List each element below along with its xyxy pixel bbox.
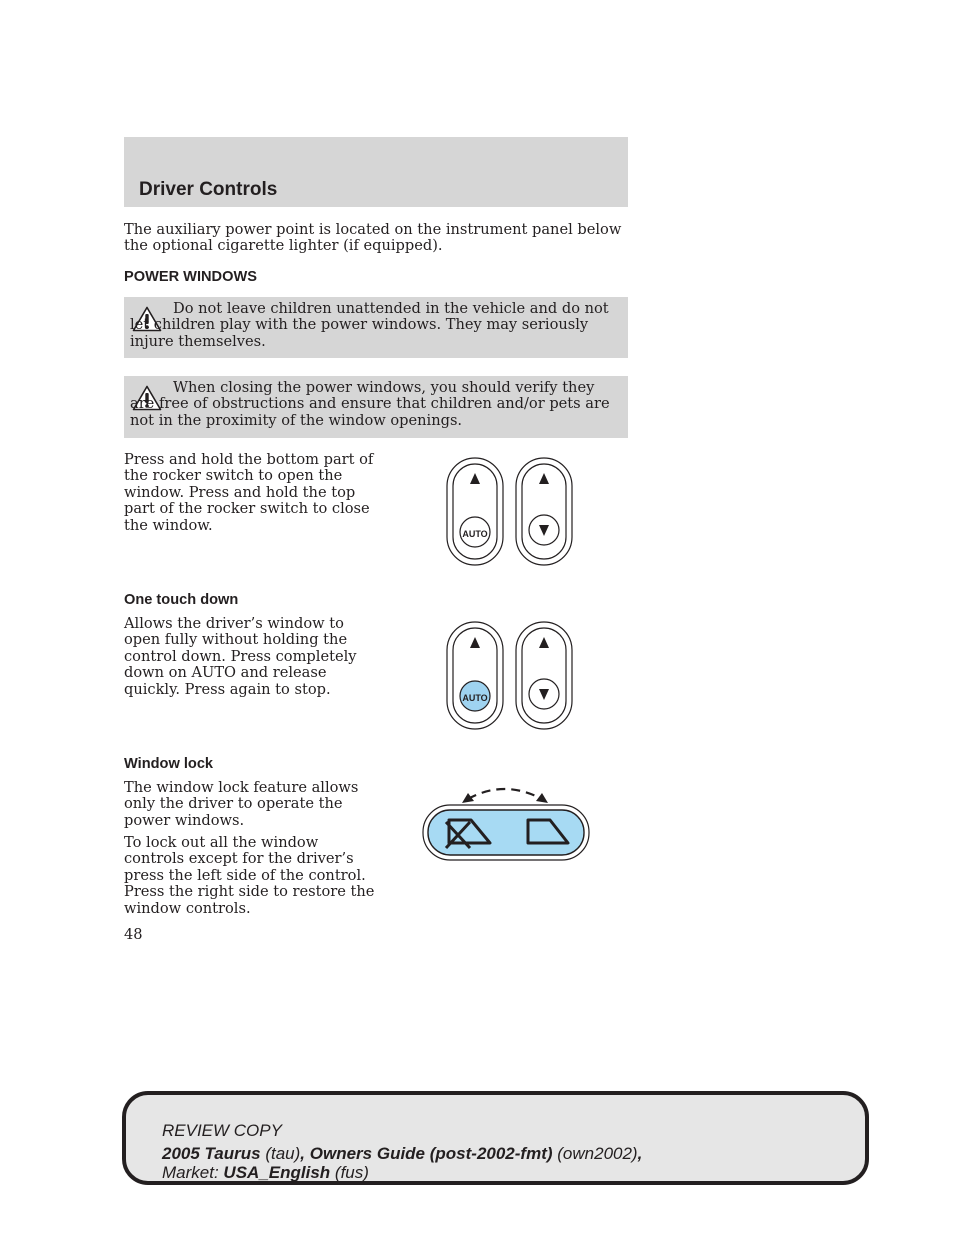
power-windows-heading: POWER WINDOWS xyxy=(124,269,257,285)
section-title: Driver Controls xyxy=(139,179,278,200)
footer-sep: , xyxy=(300,1144,306,1163)
footer-market: USA_English xyxy=(223,1163,331,1182)
page-number: 48 xyxy=(124,926,143,943)
footer-guide-code: (own2002) xyxy=(557,1144,638,1163)
review-copy-label: REVIEW COPY xyxy=(162,1121,282,1140)
footer-market-code: (fus) xyxy=(334,1163,369,1182)
warning-text-children: Do not leave children unattended in the vehicle and do not let children play with the power windows. They may seriously injure themselves. xyxy=(130,300,609,350)
warning-text-obstructions: When closing the power windows, you should verify they are free of obstructions and ensure that children and/or pets are not in the proximity of the window openings. xyxy=(130,379,610,429)
window-lock-heading: Window lock xyxy=(124,756,214,772)
toggle-arrow xyxy=(468,789,542,799)
warning-box-obstructions xyxy=(124,376,628,438)
one-touch-paragraph: Allows the driver’s window to open fully without holding the control down. Press completely down on AUTO and release quickly. Press again to stop. xyxy=(124,615,357,698)
footer-sep: , xyxy=(637,1144,643,1163)
auto-label: AUTO xyxy=(462,529,488,539)
one-touch-diagram xyxy=(440,619,580,734)
footer-model-code: (tau) xyxy=(265,1144,301,1163)
footer-market-label: Market: xyxy=(162,1163,219,1182)
warning-box-children xyxy=(124,297,628,358)
footer-market-line xyxy=(162,1163,369,1183)
footer-guide: Owners Guide (post-2002-fmt) xyxy=(309,1144,553,1163)
rocker-switch-paragraph: Press and hold the bottom part of the rocker switch to open the window. Press and hold the top part of the rocker switch to close the window. xyxy=(124,451,374,534)
one-touch-heading: One touch down xyxy=(124,592,239,608)
footer-model: 2005 Taurus xyxy=(162,1144,261,1163)
auto-label: AUTO xyxy=(462,693,488,703)
rocker-switch-diagram xyxy=(440,455,580,570)
window-lock-paragraph-2: To lock out all the window controls except for the driver’s press the left side of the control. Press the right side to restore the window controls. xyxy=(124,834,375,917)
footer-title-line xyxy=(162,1144,642,1164)
window-lock-diagram xyxy=(418,782,594,866)
review-footer xyxy=(122,1091,869,1185)
intro-paragraph: The auxiliary power point is located on the instrument panel below the optional cigarette lighter (if equipped). xyxy=(124,221,622,255)
window-lock-paragraph-1: The window lock feature allows only the driver to operate the power windows. xyxy=(124,779,359,829)
